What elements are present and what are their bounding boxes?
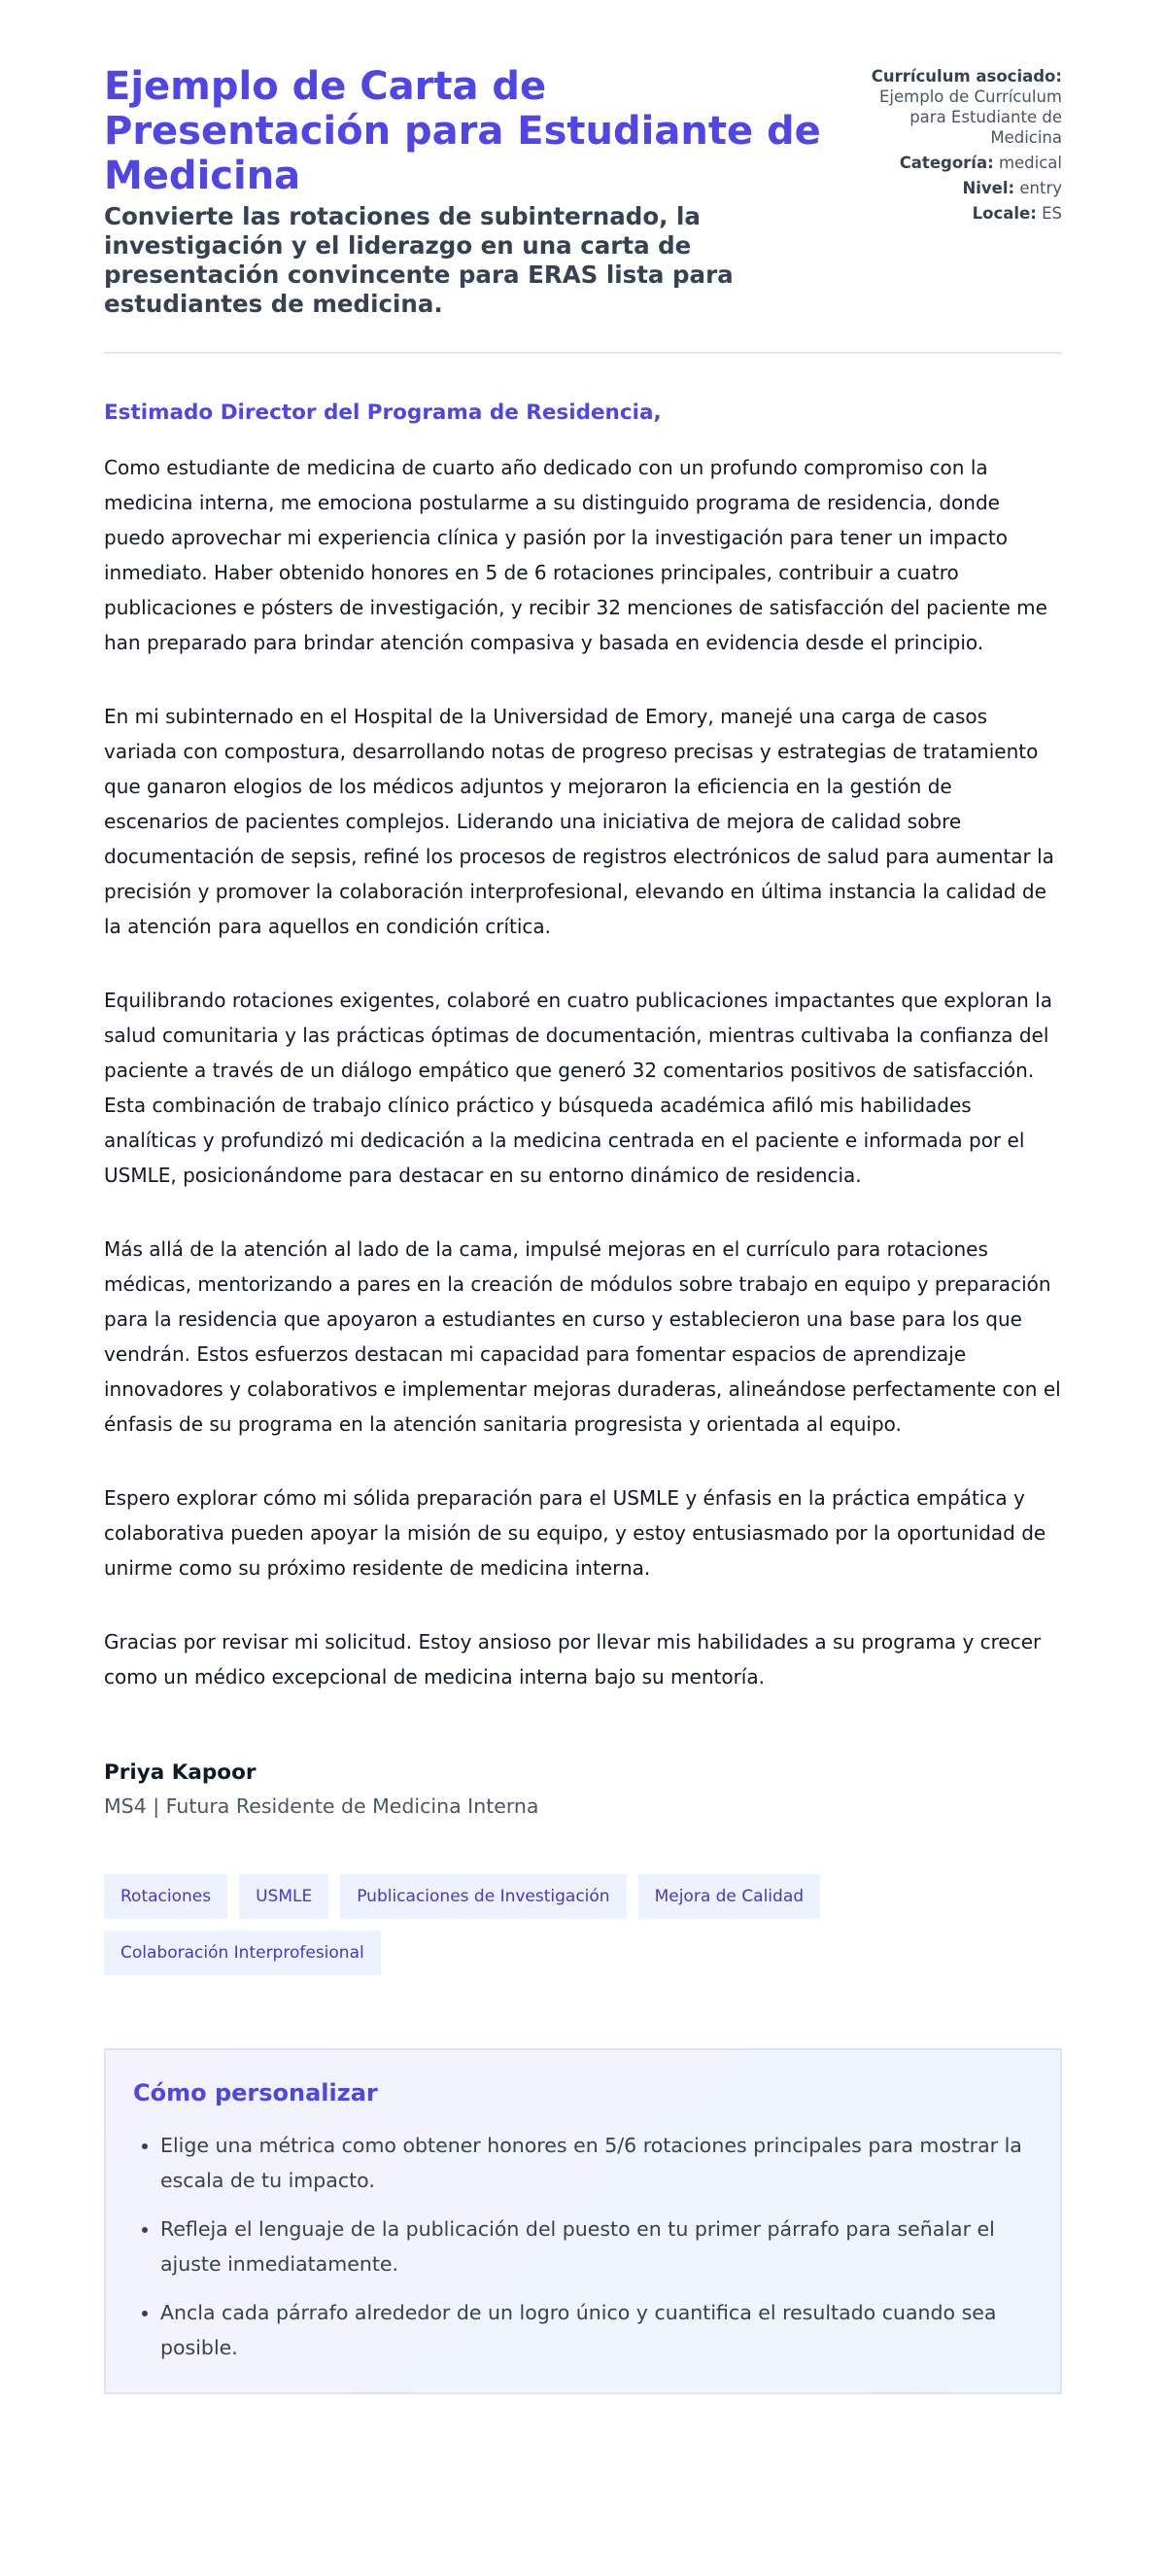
- paragraph-1: Como estudiante de medicina de cuarto año dedicado con un profundo compromiso con la medicina interna, me emociona postularme a su distinguido programa de residencia, donde puedo aprovechar mi experiencia clínica y pasión por la investigación para tener un impacto inmediato. Haber obtenido honores en 5 de 6 rotaciones principales, contribuir a cuatro publicaciones e pósters de investigación, y recibir 32 menciones de satisfacción del paciente me han preparado para brindar atención compasiva y basada en evidencia desde el principio.: [104, 456, 1047, 654]
- header-titles: [104, 64, 840, 319]
- tag[interactable]: Publicaciones de Investigación: [340, 1874, 626, 1919]
- meta-category: [863, 153, 1062, 173]
- tag[interactable]: Mejora de Calidad: [638, 1874, 820, 1919]
- tip-item: • Refleja el lenguaje de la publicación del puesto en tu primer párrafo para señalar el ajuste inmediatamente.: [160, 2211, 1033, 2281]
- tips-list: [133, 2128, 1033, 2365]
- tag[interactable]: Colaboración Interprofesional: [104, 1931, 381, 1975]
- signature-name: Priya Kapoor: [104, 1760, 257, 1785]
- signature-role: MS4 | Futura Residente de Medicina Interna: [104, 1794, 539, 1818]
- header-divider: [104, 352, 1062, 354]
- meta-locale: [863, 203, 1062, 224]
- salutation: Estimado Director del Programa de Residencia,: [104, 400, 662, 425]
- paragraph-3: Equilibrando rotaciones exigentes, colaboré en cuatro publicaciones impactantes que exploran la salud comunitaria y las prácticas óptimas de documentación, mientras cultivaba la confianza del paciente a través de un diálogo empático que generó 32 comentarios positivos de satisfacción. Esta combinación de trabajo clínico práctico y búsqueda académica afiló mis habilidades analíticas y profundizó mi dedicación a la medicina centrada en el paciente e informada por el USMLE, posicionándome para destacar en su entorno dinámico de residencia.: [104, 989, 1052, 1187]
- tip-item: • Elige una métrica como obtener honores en 5/6 rotaciones principales para mostrar la escala de tu impacto.: [160, 2128, 1033, 2198]
- customization-tips: [104, 2048, 1062, 2394]
- tag[interactable]: USMLE: [239, 1874, 328, 1919]
- letter-body: [104, 400, 1062, 1818]
- meta-level: [863, 178, 1062, 198]
- meta-locale-value: ES: [1042, 204, 1062, 223]
- tag[interactable]: Rotaciones: [104, 1874, 227, 1919]
- tag-list: [104, 1874, 930, 1975]
- meta-level-value: entry: [1019, 179, 1062, 197]
- meta-panel: [863, 64, 1062, 319]
- meta-category-label: Categoría:: [899, 154, 994, 172]
- page-header: [104, 64, 1062, 319]
- meta-resume-value[interactable]: Ejemplo de Currículum para Estudiante de Medicina: [879, 87, 1062, 147]
- page-title: Ejemplo de Carta de Presentación para Estudiante de Medicina: [104, 64, 821, 198]
- meta-resume-label: Currículum asociado:: [871, 67, 1062, 86]
- tips-title: Cómo personalizar: [133, 2079, 378, 2106]
- paragraph-6: Gracias por revisar mi solicitud. Estoy ansioso por llevar mis habilidades a su programa y crecer como un médico excepcional de medicina interna bajo su mentoría.: [104, 1630, 1042, 1688]
- paragraph-4: Más allá de la atención al lado de la cama, impulsé mejoras en el currículo para rotaciones médicas, mentorizando a pares en la creación de módulos sobre trabajo en equipo y preparación para la residencia que apoyaron a estudiantes en curso y establecieron una base para los que vendrán. Estos esfuerzos destacan mi capacidad para fomentar espacios de aprendizaje innovadores y colaborativos e implementar mejoras duraderas, alineándose perfectamente con el énfasis de su programa en la atención sanitaria progresista y orientada al equipo.: [104, 1237, 1061, 1436]
- paragraph-5: Espero explorar cómo mi sólida preparación para el USMLE y énfasis en la práctica empática y colaborativa pueden apoyar la misión de su equipo, y estoy entusiasmado por la oportunidad de unirme como su próximo residente de medicina interna.: [104, 1486, 1046, 1580]
- page-subtitle: Convierte las rotaciones de subinternado, la investigación y el liderazgo en una carta de presentación convincente para ERAS lista para estudiantes de medicina.: [104, 202, 734, 318]
- meta-locale-label: Locale:: [972, 204, 1037, 223]
- page: [104, 0, 1062, 2394]
- meta-level-label: Nivel:: [962, 179, 1015, 197]
- meta-category-value: medical: [998, 154, 1062, 172]
- meta-resume: [863, 66, 1062, 148]
- paragraph-2: En mi subinternado en el Hospital de la Universidad de Emory, manejé una carga de casos variada con compostura, desarrollando notas de progreso precisas y estrategias de tratamiento que ganaron elogios de los médicos adjuntos y mejoraron la eficiencia en la gestión de escenarios de pacientes complejos. Liderando una iniciativa de mejora de calidad sobre documentación de sepsis, refiné los procesos de registros electrónicos de salud para aumentar la precisión y promover la colaboración interprofesional, elevando en última instancia la calidad de la atención para aquellos en condición crítica.: [104, 705, 1054, 938]
- tip-item: • Ancla cada párrafo alrededor de un logro único y cuantifica el resultado cuando sea posible.: [160, 2295, 1033, 2365]
